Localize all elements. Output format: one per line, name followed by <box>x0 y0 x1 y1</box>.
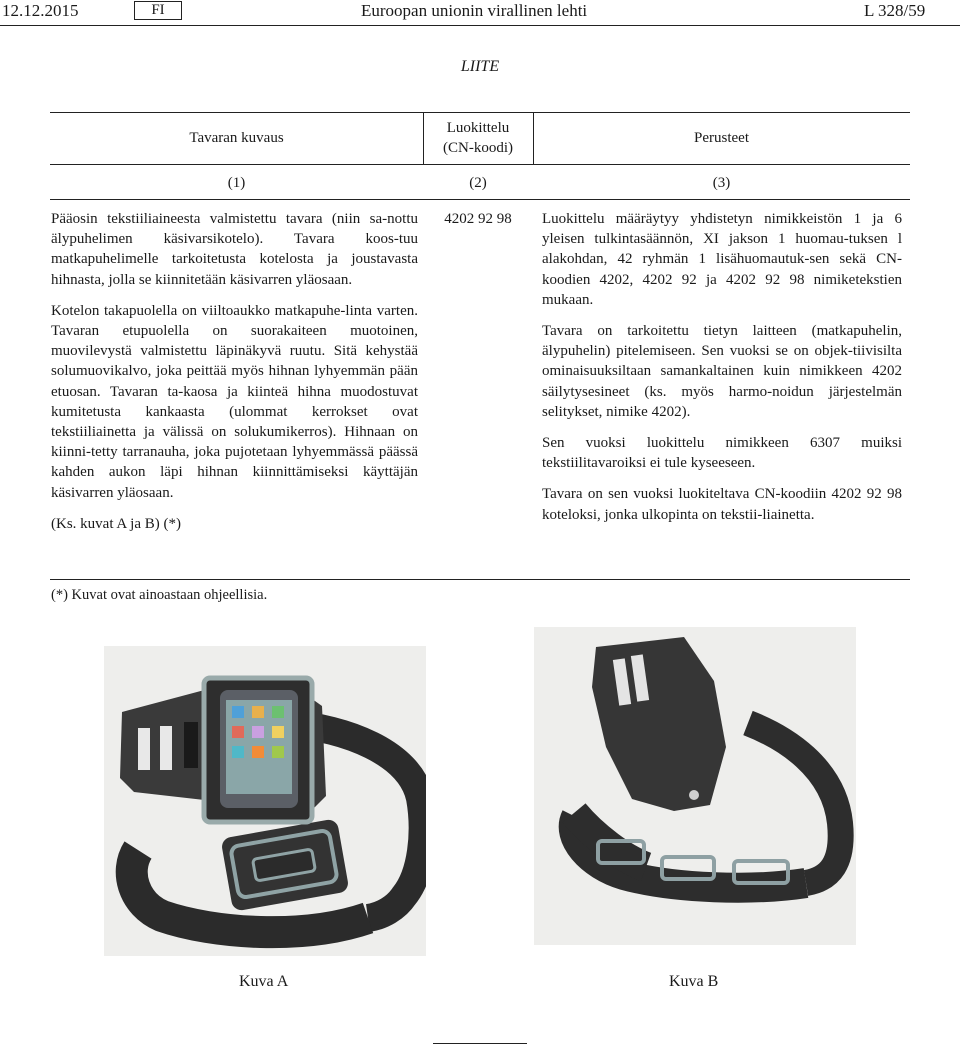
reason-paragraph: Tavara on tarkoitettu tietyn laitteen (matkapuhelin, älypuhelin) pitelemiseen. Sen vuoksi se on objek-tiivisilta ominaisuuksiltaan samankaltainen kuin nimikkeen 4202 säilytysesineet (ks. myös harmo-noidun järjestelmän selitykset, nimike 4202). <box>542 323 902 420</box>
language-badge: FI <box>134 1 182 20</box>
header-rule <box>0 25 960 26</box>
armband-back-icon <box>534 627 856 945</box>
figure-b-caption: Kuva B <box>669 973 719 990</box>
reason-paragraph: Tavara on sen vuoksi luokiteltava CN-koodiin 4202 92 98 koteloksi, jonka ulkopinta on tekstii-liainetta. <box>542 486 902 523</box>
publication-date: 12.12.2015 <box>2 1 79 20</box>
annex-title: LIITE <box>460 58 500 75</box>
col-header-classification-line1: Luokittelu <box>446 120 510 136</box>
column-number-rule <box>50 199 910 200</box>
description-paragraph: Kotelon takapuolella on viiltoaukko matkapuhe-linta varten. Tavaran etupuolella on suorakaiteen muotoinen, muovilevystä valmistettu läpinäkyvä ruutu. Sitä kehystää solumuovikalvo, joka peittää myös hihnan lyhyemmän pään etuosan. Tavaran ta-kaosa ja kiinteä hihna muodostuvat kumitetusta kankaasta (ulommat kerrokset ovat tekstiiliainetta ja välissä on solukumikerros). Hihnaan on kiinni-tetty tarranauha, joka pujotetaan lyhyemmässä päässä kahden aukon läpi hihnan kiinnittämiseksi käyttäjän käsivarren yläosaan. <box>51 302 418 501</box>
column-number: (2) <box>469 175 487 191</box>
figure-a-caption: Kuva A <box>239 973 289 990</box>
column-number: (1) <box>227 175 246 191</box>
description-paragraph: Pääosin tekstiiliaineesta valmistettu tavara (niin sa-nottu älypuhelimen käsivarsikotelo). Tavara koos-tuu matkapuhelimelle tarkoitetusta kotelosta ja joustavasta hihnasta, jolla se kiinnitetään käsivarren yläosaan. <box>51 211 418 288</box>
table-bottom-rule <box>50 579 910 580</box>
table-top-rule <box>50 112 910 113</box>
col-header-description: Tavaran kuvaus <box>189 130 284 146</box>
col-header-classification-line2: (CN-koodi) <box>443 140 513 156</box>
footnote: (*) Kuvat ovat ainoastaan ohjeellisia. <box>51 587 268 603</box>
reason-paragraph: Sen vuoksi luokittelu nimikkeen 6307 muiksi tekstiilitavaroiksi ei tule kyseeseen. <box>542 435 902 472</box>
journal-title: Euroopan unionin virallinen lehti <box>361 1 588 20</box>
col-header-reasons: Perusteet <box>694 130 749 146</box>
page-reference: L 328/59 <box>864 1 926 20</box>
armband-front-photo <box>104 646 426 956</box>
armband-front-icon <box>104 646 426 956</box>
reason-paragraph: Luokittelu määräytyy yhdistetyn nimikkeistön 1 ja 6 yleisen tulkintasäännön, XI jakson 1 huomau-tuksen l alakohdan, 42 ryhmän 1 lisähuomautuk-sen sekä CN-koodien 4202, 4202 92 ja 4202 92 98 nimiketekstien mukaan. <box>542 211 902 308</box>
reasons-cell <box>542 209 902 536</box>
description-cell <box>51 209 418 545</box>
column-number: (3) <box>712 175 731 191</box>
header-bottom-rule <box>50 164 910 165</box>
armband-back-photo <box>534 627 856 945</box>
page-end-rule <box>433 1043 527 1044</box>
figure-reference: (Ks. kuvat A ja B) (*) <box>51 515 181 532</box>
cn-code: 4202 92 98 <box>444 211 512 227</box>
